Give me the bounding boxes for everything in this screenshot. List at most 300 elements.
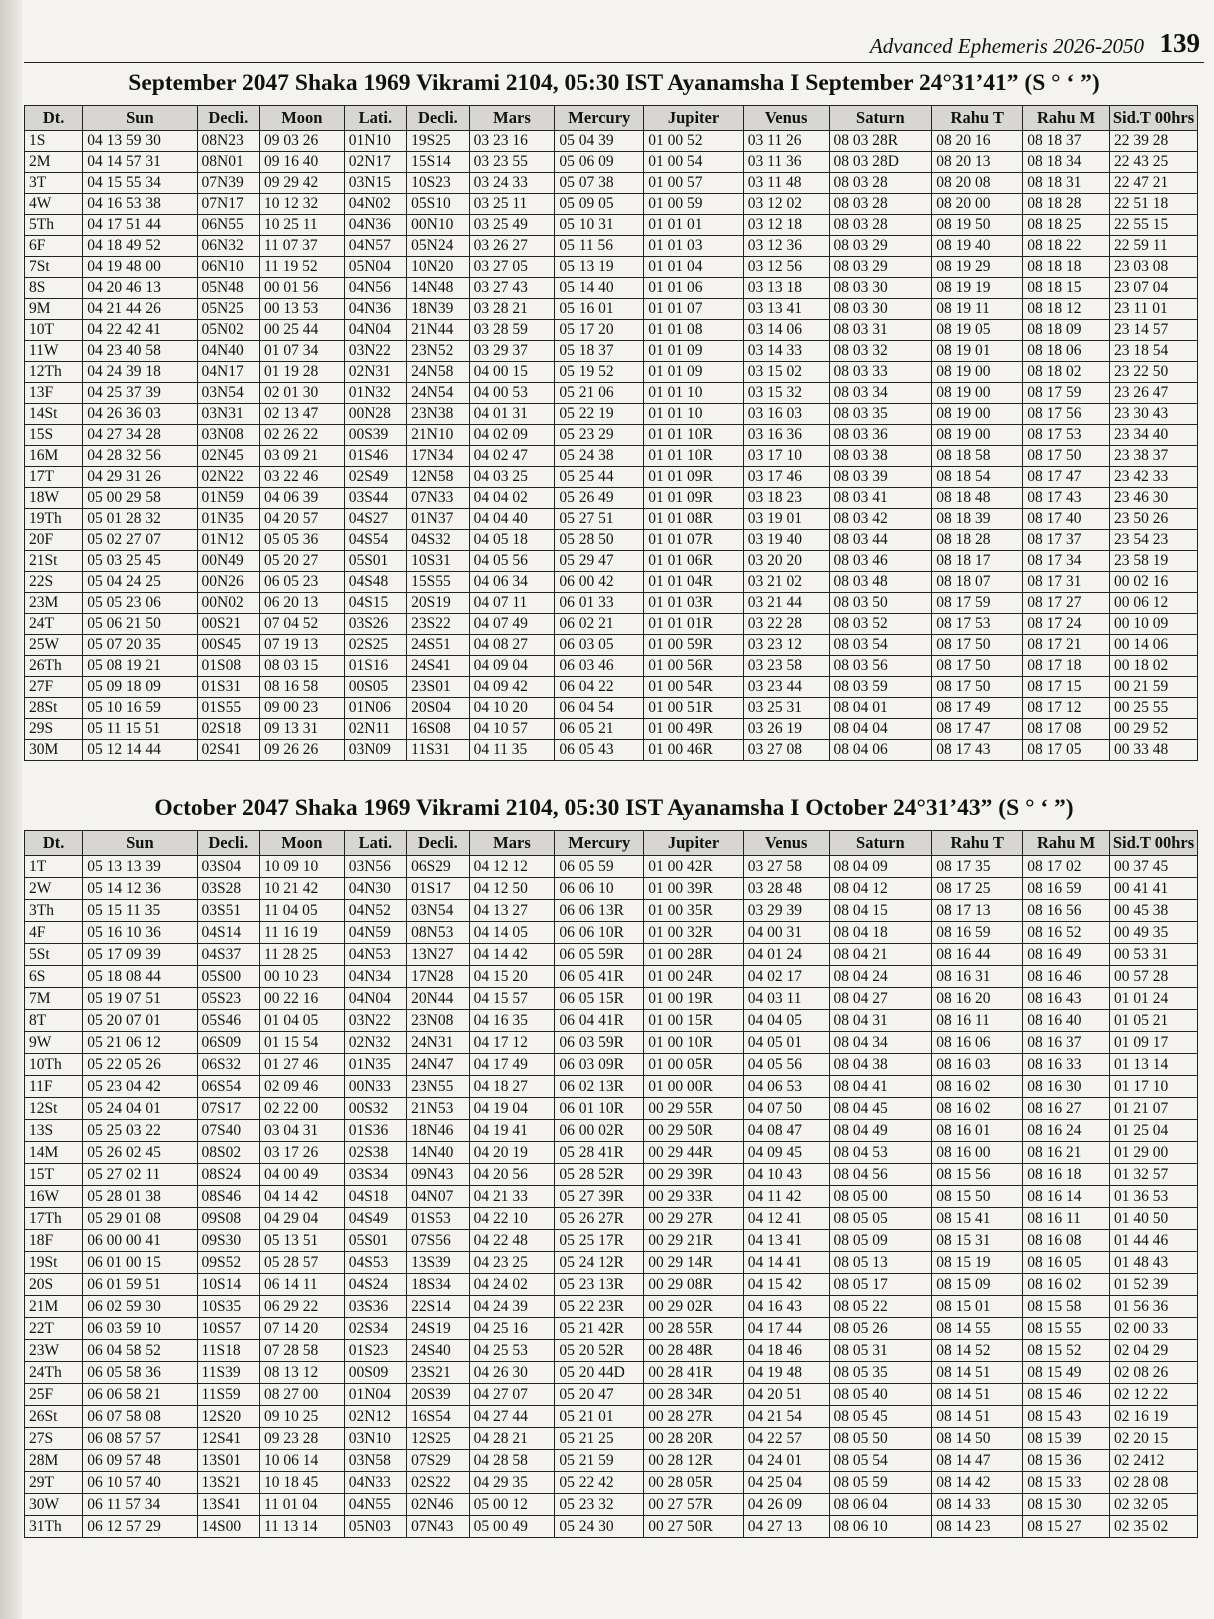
table-cell: 07N43 (407, 1516, 469, 1538)
table-cell: 00 29 21R (644, 1230, 744, 1252)
table-cell: 04S49 (344, 1208, 406, 1230)
table-row (25, 1208, 1198, 1230)
table-cell: 08 03 28 (829, 215, 932, 236)
column-header: Venus (743, 106, 829, 131)
table-cell: 08 19 50 (932, 215, 1023, 236)
date-cell: 24Th (25, 1362, 83, 1384)
table-cell: 22S14 (407, 1296, 469, 1318)
table-cell: 06 03 09R (555, 1054, 644, 1076)
table-cell: 04N56 (344, 278, 406, 299)
table-cell: 08 17 47 (1023, 467, 1110, 488)
date-cell: 22S (25, 572, 83, 593)
table-cell: 00N33 (344, 1076, 406, 1098)
table-cell: 08 04 34 (829, 1032, 932, 1054)
table-cell: 08 16 02 (932, 1098, 1023, 1120)
table-cell: 05 26 02 45 (83, 1142, 197, 1164)
table-cell: 08 18 18 (1023, 257, 1110, 278)
table-cell: 08S24 (197, 1164, 259, 1186)
table-cell: 08 03 15 (260, 656, 345, 677)
table-cell: 06 06 58 21 (83, 1384, 197, 1406)
table-cell: 05S01 (344, 1230, 406, 1252)
date-cell: 6S (25, 966, 83, 988)
table-cell: 21N10 (407, 425, 469, 446)
table-cell: 07 19 13 (260, 635, 345, 656)
table-cell: 01 00 51R (644, 698, 744, 719)
table-cell: 04 26 36 03 (83, 404, 197, 425)
table-cell: 01 56 36 (1110, 1296, 1198, 1318)
table-cell: 08 16 40 (1023, 1010, 1110, 1032)
table-cell: 08N01 (197, 152, 259, 173)
table-cell: 05 26 49 (555, 488, 644, 509)
table-cell: 08 04 21 (829, 944, 932, 966)
table-row (25, 1318, 1198, 1340)
table-row (25, 1340, 1198, 1362)
table-cell: 08 03 46 (829, 551, 932, 572)
table-cell: 00 29 02R (644, 1296, 744, 1318)
table-cell: 08 17 56 (1023, 404, 1110, 425)
table-cell: 08 16 02 (1023, 1274, 1110, 1296)
table-cell: 06 01 59 51 (83, 1274, 197, 1296)
table-cell: 10S14 (197, 1274, 259, 1296)
table-cell: 05 28 01 38 (83, 1186, 197, 1208)
table-cell: 06N10 (197, 257, 259, 278)
table-cell: 04 11 42 (743, 1186, 829, 1208)
table-cell: 08 18 54 (932, 467, 1023, 488)
table-cell: 04 18 27 (469, 1076, 555, 1098)
table-cell: 04 20 57 (260, 509, 345, 530)
table-cell: 08 18 17 (932, 551, 1023, 572)
table-cell: 06 05 43 (555, 740, 644, 761)
table-cell: 08 17 40 (1023, 509, 1110, 530)
table-cell: 04 00 31 (743, 922, 829, 944)
table-cell: 08 15 52 (1023, 1340, 1110, 1362)
table-cell: 08 19 11 (932, 299, 1023, 320)
table-cell: 00 28 48R (644, 1340, 744, 1362)
table-cell: 05 25 03 22 (83, 1120, 197, 1142)
table-row (25, 1230, 1198, 1252)
table-cell: 05 23 29 (555, 425, 644, 446)
table-cell: 02S25 (344, 635, 406, 656)
table-cell: 04S37 (197, 944, 259, 966)
table-cell: 23 58 19 (1110, 551, 1198, 572)
table-row (25, 425, 1198, 446)
table-cell: 07 04 52 (260, 614, 345, 635)
table-cell: 05 17 20 (555, 320, 644, 341)
table-cell: 08 20 08 (932, 173, 1023, 194)
table-row (25, 740, 1198, 761)
date-cell: 7St (25, 257, 83, 278)
table-cell: 02S41 (197, 740, 259, 761)
table-cell: 08 03 48 (829, 572, 932, 593)
table-cell: 02 20 15 (1110, 1428, 1198, 1450)
table-cell: 01N37 (407, 509, 469, 530)
table-cell: 08 19 00 (932, 425, 1023, 446)
table-cell: 01N12 (197, 530, 259, 551)
table-cell: 03 13 18 (743, 278, 829, 299)
table-cell: 01 01 03 (644, 236, 744, 257)
table-cell: 23 38 37 (1110, 446, 1198, 467)
table-cell: 04S48 (344, 572, 406, 593)
table-cell: 07N39 (197, 173, 259, 194)
table-cell: 01 44 46 (1110, 1230, 1198, 1252)
date-cell: 30M (25, 740, 83, 761)
table-cell: 06S09 (197, 1032, 259, 1054)
table-cell: 06 05 15R (555, 988, 644, 1010)
table-cell: 01 32 57 (1110, 1164, 1198, 1186)
table-cell: 01 15 54 (260, 1032, 345, 1054)
table-cell: 08 17 12 (1023, 698, 1110, 719)
table-cell: 08 19 19 (932, 278, 1023, 299)
table-cell: 06 04 58 52 (83, 1340, 197, 1362)
date-cell: 2W (25, 878, 83, 900)
table-cell: 08 20 00 (932, 194, 1023, 215)
table-cell: 05 23 32 (555, 1494, 644, 1516)
date-cell: 20F (25, 530, 83, 551)
table-cell: 08 16 08 (1023, 1230, 1110, 1252)
table-cell: 05N02 (197, 320, 259, 341)
table-cell: 05 27 39R (555, 1186, 644, 1208)
column-header: Dt. (25, 106, 83, 131)
table-cell: 01 40 50 (1110, 1208, 1198, 1230)
table-cell: 08 15 55 (1023, 1318, 1110, 1340)
table-cell: 06S29 (407, 856, 469, 878)
table-cell: 08 03 42 (829, 509, 932, 530)
table-cell: 07N33 (407, 488, 469, 509)
table-cell: 06 12 57 29 (83, 1516, 197, 1538)
date-cell: 1S (25, 131, 83, 152)
table-cell: 08 18 25 (1023, 215, 1110, 236)
table-cell: 00N02 (197, 593, 259, 614)
table-cell: 03 11 26 (743, 131, 829, 152)
table-cell: 08 05 59 (829, 1472, 932, 1494)
table-cell: 02N11 (344, 719, 406, 740)
column-header: Venus (743, 831, 829, 856)
table-cell: 02S22 (407, 1472, 469, 1494)
table-cell: 04 20 19 (469, 1142, 555, 1164)
table-cell: 03 11 48 (743, 173, 829, 194)
table-cell: 08 05 00 (829, 1186, 932, 1208)
table-cell: 03N31 (197, 404, 259, 425)
table-cell: 05 21 06 (555, 383, 644, 404)
table-cell: 00 33 48 (1110, 740, 1198, 761)
table-cell: 04 15 57 (469, 988, 555, 1010)
date-cell: 20S (25, 1274, 83, 1296)
table-cell: 08N53 (407, 922, 469, 944)
table-cell: 05 20 44D (555, 1362, 644, 1384)
table-cell: 03N22 (344, 341, 406, 362)
table-row (25, 1450, 1198, 1472)
table-cell: 04 13 59 30 (83, 131, 197, 152)
table-cell: 05 19 07 51 (83, 988, 197, 1010)
column-header: Sun (83, 831, 197, 856)
table-cell: 02 09 46 (260, 1076, 345, 1098)
table-cell: 08 17 53 (932, 614, 1023, 635)
column-header: Dt. (25, 831, 83, 856)
table-cell: 05S00 (197, 966, 259, 988)
table-row (25, 1098, 1198, 1120)
table-cell: 08 15 19 (932, 1252, 1023, 1274)
table-cell: 03N10 (344, 1428, 406, 1450)
table-cell: 05 00 29 58 (83, 488, 197, 509)
table-cell: 00 25 44 (260, 320, 345, 341)
table-cell: 04 02 09 (469, 425, 555, 446)
table-cell: 01 48 43 (1110, 1252, 1198, 1274)
table-cell: 08 18 39 (932, 509, 1023, 530)
table-cell: 05 19 52 (555, 362, 644, 383)
table-cell: 04 21 44 26 (83, 299, 197, 320)
table-cell: 03 19 01 (743, 509, 829, 530)
date-cell: 3T (25, 173, 83, 194)
table-cell: 08S02 (197, 1142, 259, 1164)
table-cell: 08 03 32 (829, 341, 932, 362)
table-cell: 08 04 04 (829, 719, 932, 740)
table-row (25, 194, 1198, 215)
table-cell: 00 28 27R (644, 1406, 744, 1428)
table-cell: 09 00 23 (260, 698, 345, 719)
table-cell: 03 25 31 (743, 698, 829, 719)
table-cell: 05N03 (344, 1516, 406, 1538)
column-header: Sid.T 00hrs (1110, 831, 1198, 856)
column-header: Lati. (344, 106, 406, 131)
table-cell: 06 02 13R (555, 1076, 644, 1098)
table-cell: 00 27 50R (644, 1516, 744, 1538)
table-cell: 04 29 35 (469, 1472, 555, 1494)
table-cell: 23 42 33 (1110, 467, 1198, 488)
table-cell: 01 00 35R (644, 900, 744, 922)
table-cell: 04 25 53 (469, 1340, 555, 1362)
table-row (25, 1252, 1198, 1274)
table-cell: 23 54 23 (1110, 530, 1198, 551)
table-cell: 04 28 58 (469, 1450, 555, 1472)
table-cell: 00 37 45 (1110, 856, 1198, 878)
table-cell: 00 28 20R (644, 1428, 744, 1450)
table-cell: 08 14 42 (932, 1472, 1023, 1494)
table-cell: 24N31 (407, 1032, 469, 1054)
table-cell: 09S52 (197, 1252, 259, 1274)
table-cell: 04 09 04 (469, 656, 555, 677)
table-cell: 13S39 (407, 1252, 469, 1274)
table-cell: 05N48 (197, 278, 259, 299)
table-row (25, 966, 1198, 988)
table-cell: 01 00 15R (644, 1010, 744, 1032)
date-cell: 18W (25, 488, 83, 509)
table-cell: 05 08 19 21 (83, 656, 197, 677)
table-cell: 03 29 37 (469, 341, 555, 362)
table-cell: 02 2412 (1110, 1450, 1198, 1472)
date-cell: 15S (25, 425, 83, 446)
date-cell: 18F (25, 1230, 83, 1252)
table-cell: 08 16 46 (1023, 966, 1110, 988)
table-cell: 10S35 (197, 1296, 259, 1318)
table-cell: 03N54 (407, 900, 469, 922)
table-row (25, 173, 1198, 194)
table-cell: 03 12 36 (743, 236, 829, 257)
column-header: Rahu M (1023, 106, 1110, 131)
table-row (25, 1516, 1198, 1538)
table-cell: 04 26 09 (743, 1494, 829, 1516)
table-cell: 08 05 45 (829, 1406, 932, 1428)
table-cell: 08 15 09 (932, 1274, 1023, 1296)
table-cell: 08 17 43 (932, 740, 1023, 761)
date-cell: 5Th (25, 215, 83, 236)
table-cell: 08 19 05 (932, 320, 1023, 341)
column-header-row (25, 106, 1198, 131)
table-cell: 05 16 01 (555, 299, 644, 320)
table-cell: 08 17 08 (1023, 719, 1110, 740)
table-cell: 04S32 (407, 530, 469, 551)
date-cell: 28M (25, 1450, 83, 1472)
date-cell: 30W (25, 1494, 83, 1516)
table-cell: 04N57 (344, 236, 406, 257)
table-cell: 20S04 (407, 698, 469, 719)
table-row (25, 362, 1198, 383)
table-cell: 03S44 (344, 488, 406, 509)
table-cell: 04 14 41 (743, 1252, 829, 1274)
table-cell: 00 45 38 (1110, 900, 1198, 922)
table-row (25, 530, 1198, 551)
table-cell: 04 17 12 (469, 1032, 555, 1054)
table-cell: 03N56 (344, 856, 406, 878)
table-cell: 13S01 (197, 1450, 259, 1472)
table-cell: 01 05 21 (1110, 1010, 1198, 1032)
table-cell: 10S57 (197, 1318, 259, 1340)
table-cell: 01 00 59R (644, 635, 744, 656)
table-cell: 10 09 10 (260, 856, 345, 878)
table-cell: 04 10 43 (743, 1164, 829, 1186)
table-cell: 04N55 (344, 1494, 406, 1516)
table-cell: 02S38 (344, 1142, 406, 1164)
table-cell: 12S25 (407, 1428, 469, 1450)
table-row (25, 1142, 1198, 1164)
table-cell: 04 17 44 (743, 1318, 829, 1340)
table-cell: 05 24 04 01 (83, 1098, 197, 1120)
table-cell: 08 18 28 (1023, 194, 1110, 215)
table-cell: 11 07 37 (260, 236, 345, 257)
table-cell: 09N43 (407, 1164, 469, 1186)
table-cell: 01S16 (344, 656, 406, 677)
table-cell: 04 16 35 (469, 1010, 555, 1032)
table-cell: 07S56 (407, 1230, 469, 1252)
table-cell: 04N36 (344, 215, 406, 236)
table-cell: 02N17 (344, 152, 406, 173)
table-cell: 00S45 (197, 635, 259, 656)
table-cell: 02N31 (344, 362, 406, 383)
table-cell: 02 26 22 (260, 425, 345, 446)
table-cell: 08 15 36 (1023, 1450, 1110, 1472)
table-cell: 03 13 41 (743, 299, 829, 320)
table-cell: 04 22 42 41 (83, 320, 197, 341)
column-header: Rahu M (1023, 831, 1110, 856)
table-cell: 08 15 49 (1023, 1362, 1110, 1384)
table-cell: 04 15 20 (469, 966, 555, 988)
table-cell: 08 18 31 (1023, 173, 1110, 194)
table-cell: 22 59 11 (1110, 236, 1198, 257)
table-cell: 08 18 22 (1023, 236, 1110, 257)
table-cell: 06S32 (197, 1054, 259, 1076)
table-cell: 17N34 (407, 446, 469, 467)
table-cell: 00 41 41 (1110, 878, 1198, 900)
table-cell: 00N26 (197, 572, 259, 593)
table-cell: 08 17 35 (932, 856, 1023, 878)
table-cell: 22 55 15 (1110, 215, 1198, 236)
date-cell: 27S (25, 1428, 83, 1450)
table-cell: 08 18 28 (932, 530, 1023, 551)
table-cell: 08 03 50 (829, 593, 932, 614)
date-cell: 7M (25, 988, 83, 1010)
table-cell: 08 14 52 (932, 1340, 1023, 1362)
table-cell: 02 01 30 (260, 383, 345, 404)
table-row (25, 719, 1198, 740)
table-cell: 06 05 58 36 (83, 1362, 197, 1384)
table-cell: 04 01 31 (469, 404, 555, 425)
date-cell: 14M (25, 1142, 83, 1164)
table-cell: 08 17 34 (1023, 551, 1110, 572)
table-cell: 03 25 11 (469, 194, 555, 215)
table-cell: 03 28 21 (469, 299, 555, 320)
table-cell: 03N09 (344, 740, 406, 761)
table-cell: 05 29 01 08 (83, 1208, 197, 1230)
table-cell: 05N24 (407, 236, 469, 257)
table-cell: 24S19 (407, 1318, 469, 1340)
table-cell: 08 16 37 (1023, 1032, 1110, 1054)
table-cell: 04 29 31 26 (83, 467, 197, 488)
table-cell: 08 17 13 (932, 900, 1023, 922)
table-cell: 03 17 46 (743, 467, 829, 488)
date-cell: 5St (25, 944, 83, 966)
october-title: October 2047 Shaka 1969 Vikrami 2104, 05:30 IST Ayanamsha I October 24°31’43” (S ° ‘ ”) (154, 795, 1074, 821)
table-cell: 05 24 12R (555, 1252, 644, 1274)
date-cell: 9M (25, 299, 83, 320)
table-cell: 05S10 (407, 194, 469, 215)
table-cell: 03 27 43 (469, 278, 555, 299)
table-cell: 06 03 59R (555, 1032, 644, 1054)
date-cell: 19St (25, 1252, 83, 1274)
table-row (25, 257, 1198, 278)
table-cell: 01 36 53 (1110, 1186, 1198, 1208)
table-cell: 00 29 55R (644, 1098, 744, 1120)
table-cell: 04 06 34 (469, 572, 555, 593)
table-cell: 17N28 (407, 966, 469, 988)
table-cell: 05 20 47 (555, 1384, 644, 1406)
table-cell: 05 04 39 (555, 131, 644, 152)
table-cell: 01N35 (197, 509, 259, 530)
table-cell: 04 19 41 (469, 1120, 555, 1142)
table-cell: 03 27 08 (743, 740, 829, 761)
table-cell: 00S05 (344, 677, 406, 698)
column-header: Sun (83, 106, 197, 131)
date-cell: 9W (25, 1032, 83, 1054)
table-cell: 00N28 (344, 404, 406, 425)
date-cell: 22T (25, 1318, 83, 1340)
table-cell: 05 17 09 39 (83, 944, 197, 966)
table-row (25, 1472, 1198, 1494)
table-cell: 06 08 57 57 (83, 1428, 197, 1450)
table-cell: 00 06 12 (1110, 593, 1198, 614)
table-cell: 06 04 54 (555, 698, 644, 719)
table-cell: 04 21 54 (743, 1406, 829, 1428)
table-cell: 08 05 09 (829, 1230, 932, 1252)
table-cell: 24S40 (407, 1340, 469, 1362)
table-cell: 20N44 (407, 988, 469, 1010)
table-cell: 01 00 49R (644, 719, 744, 740)
table-cell: 00 28 05R (644, 1472, 744, 1494)
table-cell: 08 17 50 (932, 635, 1023, 656)
table-cell: 08 17 50 (1023, 446, 1110, 467)
table-cell: 06 01 10R (555, 1098, 644, 1120)
table-cell: 09 16 40 (260, 152, 345, 173)
table-cell: 03S51 (197, 900, 259, 922)
table-cell: 01 01 07 (644, 299, 744, 320)
